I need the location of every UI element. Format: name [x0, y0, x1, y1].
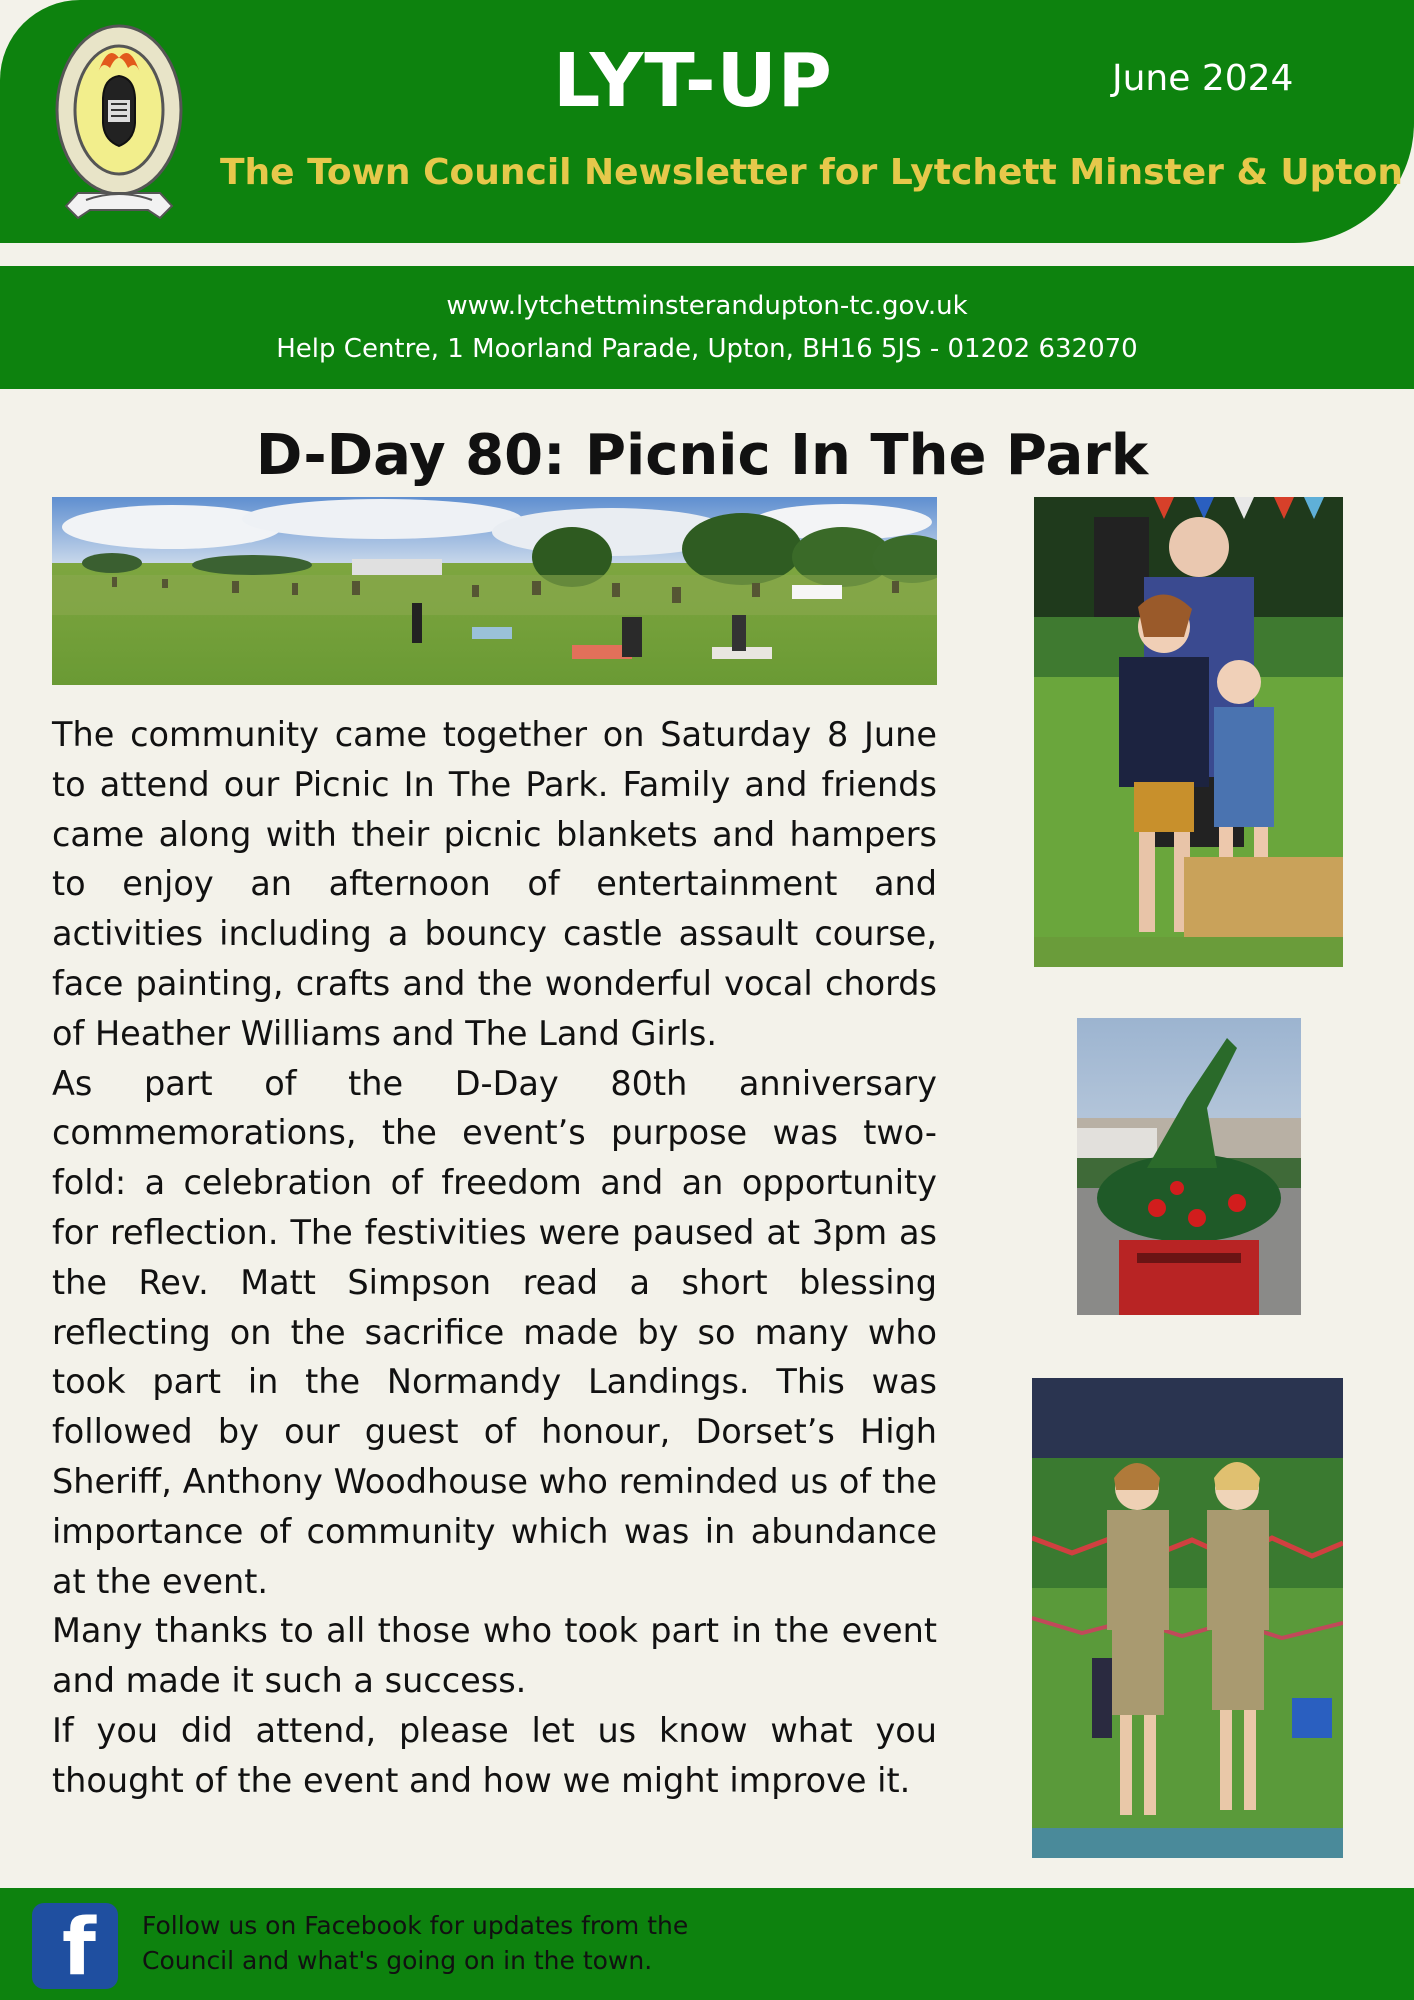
facebook-icon[interactable]: f	[32, 1903, 118, 1989]
article-body	[52, 710, 937, 1806]
article-paragraph: As part of the D-Day 80th anniversary commemorations, the event’s purpose was two-fold: a celebration of freedom and an opportunity for reflection. The festivities were paused at 3pm as the Rev. Matt Simpson read a short blessing reflecting on the sacrifice made by so many who took part in the Normandy Landings. This was followed by our guest of honour, Dorset’s High Sheriff, Anthony Woodhouse who reminded us of the importance of community which was in abundance at the event.	[52, 1063, 937, 1601]
contact-bar	[0, 266, 1414, 389]
article-paragraph: Many thanks to all those who took part in the event and made it such a success.	[52, 1611, 937, 1701]
help-centre-address: Help Centre, 1 Moorland Parade, Upton, BH16 5JS - 01202 632070	[276, 334, 1138, 364]
article-title: D-Day 80: Picnic In The Park	[255, 423, 1149, 488]
newsletter-subtitle: The Town Council Newsletter for Lytchett Minster & Upton	[220, 152, 1403, 193]
postbox-topper-photo	[1077, 1018, 1301, 1315]
panorama-photo	[52, 497, 937, 685]
land-girls-singers-photo	[1032, 1378, 1343, 1858]
website-link[interactable]: www.lytchettminsterandupton-tc.gov.uk	[446, 291, 968, 321]
article-paragraph: The community came together on Saturday 8 June to attend our Picnic In The Park. Family and friends came along with their picnic blankets and hampers to enjoy an afternoon of entertainment and activities including a bouncy castle assault course, face painting, crafts and the wonderful vocal chords of Heather Williams and The Land Girls.	[52, 715, 937, 1053]
facebook-follow-text: Follow us on Facebook for updates from the Council and what's going on in the town.	[142, 1911, 689, 1975]
article-paragraph: If you did attend, please let us know what you thought of the event and how we might improve it.	[52, 1710, 937, 1800]
mayor-with-children-photo	[1034, 497, 1343, 967]
newsletter-title: LYT-UP	[553, 38, 833, 124]
issue-date: June 2024	[1112, 58, 1294, 99]
